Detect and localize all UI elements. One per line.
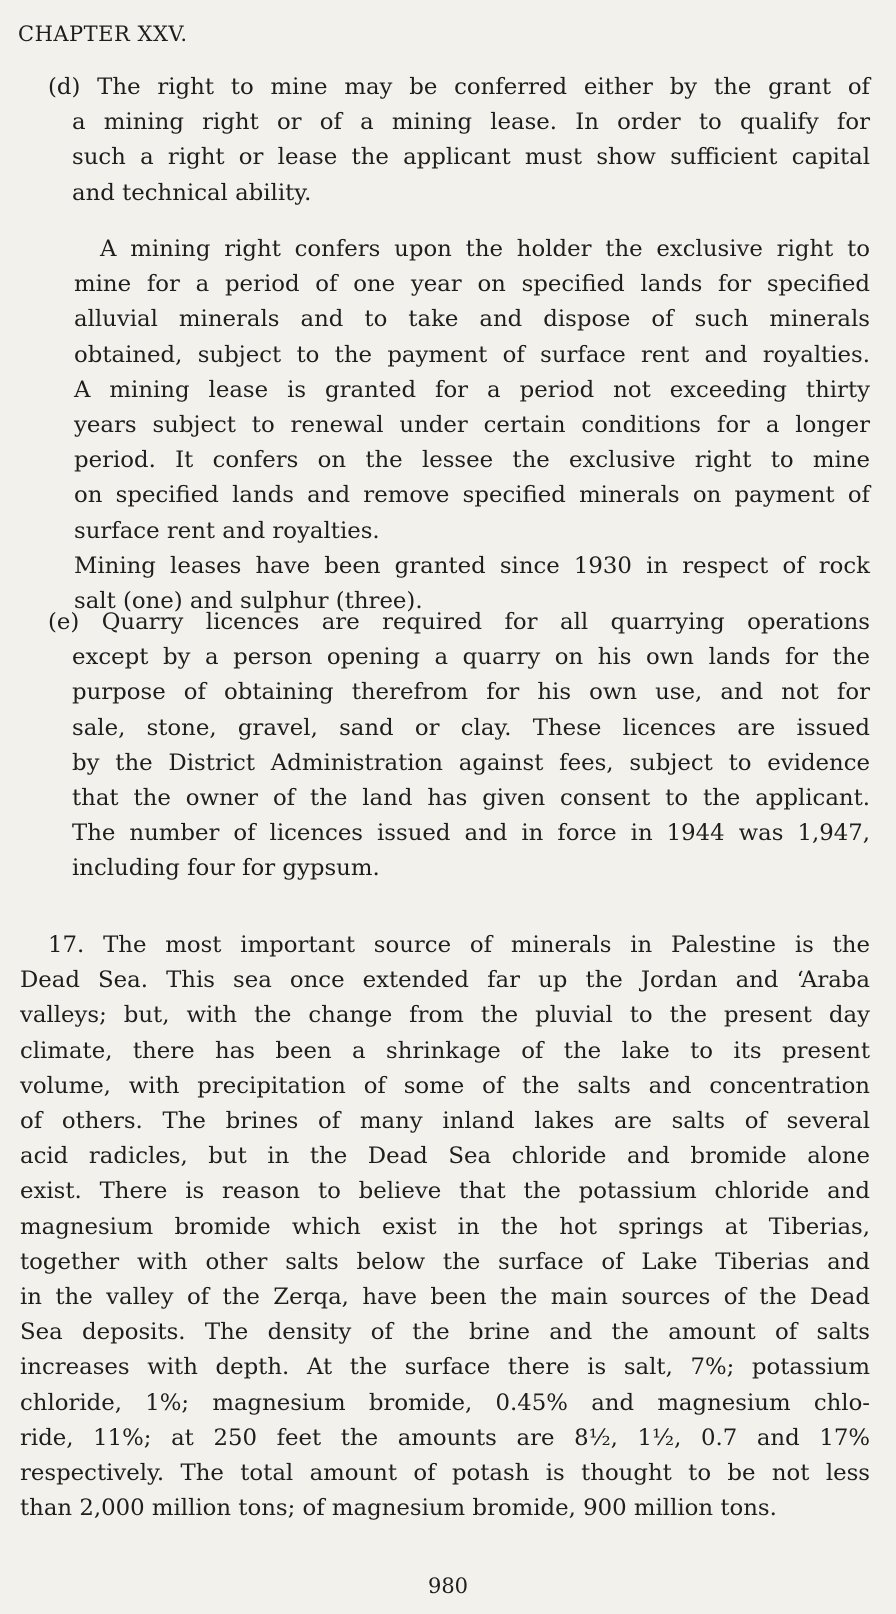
text-line: on specified lands and remove specified minerals on payment of [74, 482, 870, 509]
text-line: mine for a period of one year on specified lands for specified [74, 271, 870, 298]
text-line: and technical ability. [72, 179, 312, 206]
text-line: together with other salts below the surface of Lake Tiberias and [20, 1248, 870, 1275]
text-line: The number of licences issued and in force in 1944 was 1,947, [72, 820, 870, 847]
text-line: acid radicles, but in the Dead Sea chloride and bromide alone [20, 1143, 870, 1170]
text-line: ride, 11%; at 250 feet the amounts are 8½, 1½, 0.7 and 17% [20, 1424, 870, 1451]
text-line: period. It confers on the lessee the exclusive right to mine [74, 447, 870, 474]
text-line: by the District Administration against fees, subject to evidence [72, 749, 870, 776]
text-line: (d) The right to mine may be conferred either by the grant of [48, 74, 870, 100]
text-line: of others. The brines of many inland lakes are salts of several [20, 1108, 870, 1135]
text-line: alluvial minerals and to take and dispose of such minerals [74, 306, 870, 333]
page-number: 980 [427, 1574, 469, 1598]
text-line: (e) Quarry licences are required for all quarrying operations [48, 609, 870, 635]
text-line: exist. There is reason to believe that the potassium chloride and [20, 1178, 870, 1205]
text-line: years subject to renewal under certain conditions for a longer [74, 412, 870, 439]
text-line: salt (one) and sulphur (three). [74, 588, 423, 615]
text-line: except by a person opening a quarry on his own lands for the [72, 644, 870, 671]
paragraph-e [48, 605, 870, 887]
text-line: Sea deposits. The density of the brine and the amount of salts [20, 1319, 870, 1346]
text-line: volume, with precipitation of some of the salts and concentration [20, 1072, 870, 1099]
running-head: CHAPTER XXV. [18, 22, 188, 46]
text-line: than 2,000 million tons; of magnesium bromide, 900 million tons. [20, 1495, 777, 1522]
text-line: respectively. The total amount of potash is thought to be not less [20, 1460, 870, 1487]
paragraph-17 [20, 928, 870, 1526]
text-line: obtained, subject to the payment of surface rent and royalties. [74, 341, 870, 368]
text-line: purpose of obtaining therefrom for his own use, and not for [72, 679, 870, 706]
text-line: that the owner of the land has given consent to the applicant. [72, 785, 870, 812]
text-line: increases with depth. At the surface there is salt, 7%; potassium [20, 1354, 870, 1381]
text-line: Dead Sea. This sea once extended far up the Jordan and ‘Araba [20, 967, 870, 994]
text-line: including four for gypsum. [72, 855, 380, 882]
text-line: Mining leases have been granted since 1930 in respect of rock [74, 552, 870, 579]
text-line: A mining lease is granted for a period not exceeding thirty [74, 376, 870, 403]
text-line: 17. The most important source of minerals in Palestine is the [48, 932, 870, 958]
text-line: valleys; but, with the change from the pluvial to the present day [20, 1002, 870, 1029]
paragraph-mining-right [74, 232, 870, 619]
text-line: magnesium bromide which exist in the hot springs at Tiberias, [20, 1213, 870, 1240]
text-line: in the valley of the Zerqa, have been the main sources of the Dead [20, 1284, 870, 1311]
paragraph-d [48, 70, 870, 211]
text-line: A mining right confers upon the holder the exclusive right to [100, 236, 870, 262]
text-line: climate, there has been a shrinkage of the lake to its present [20, 1037, 870, 1064]
text-line: surface rent and royalties. [74, 517, 380, 544]
text-line: sale, stone, gravel, sand or clay. These licences are issued [72, 714, 870, 741]
text-line: chloride, 1%; magnesium bromide, 0.45% and magnesium chlo- [20, 1389, 870, 1416]
text-line: a mining right or of a mining lease. In order to qualify for [72, 109, 870, 136]
text-line: such a right or lease the applicant must show sufficient capital [72, 144, 870, 171]
